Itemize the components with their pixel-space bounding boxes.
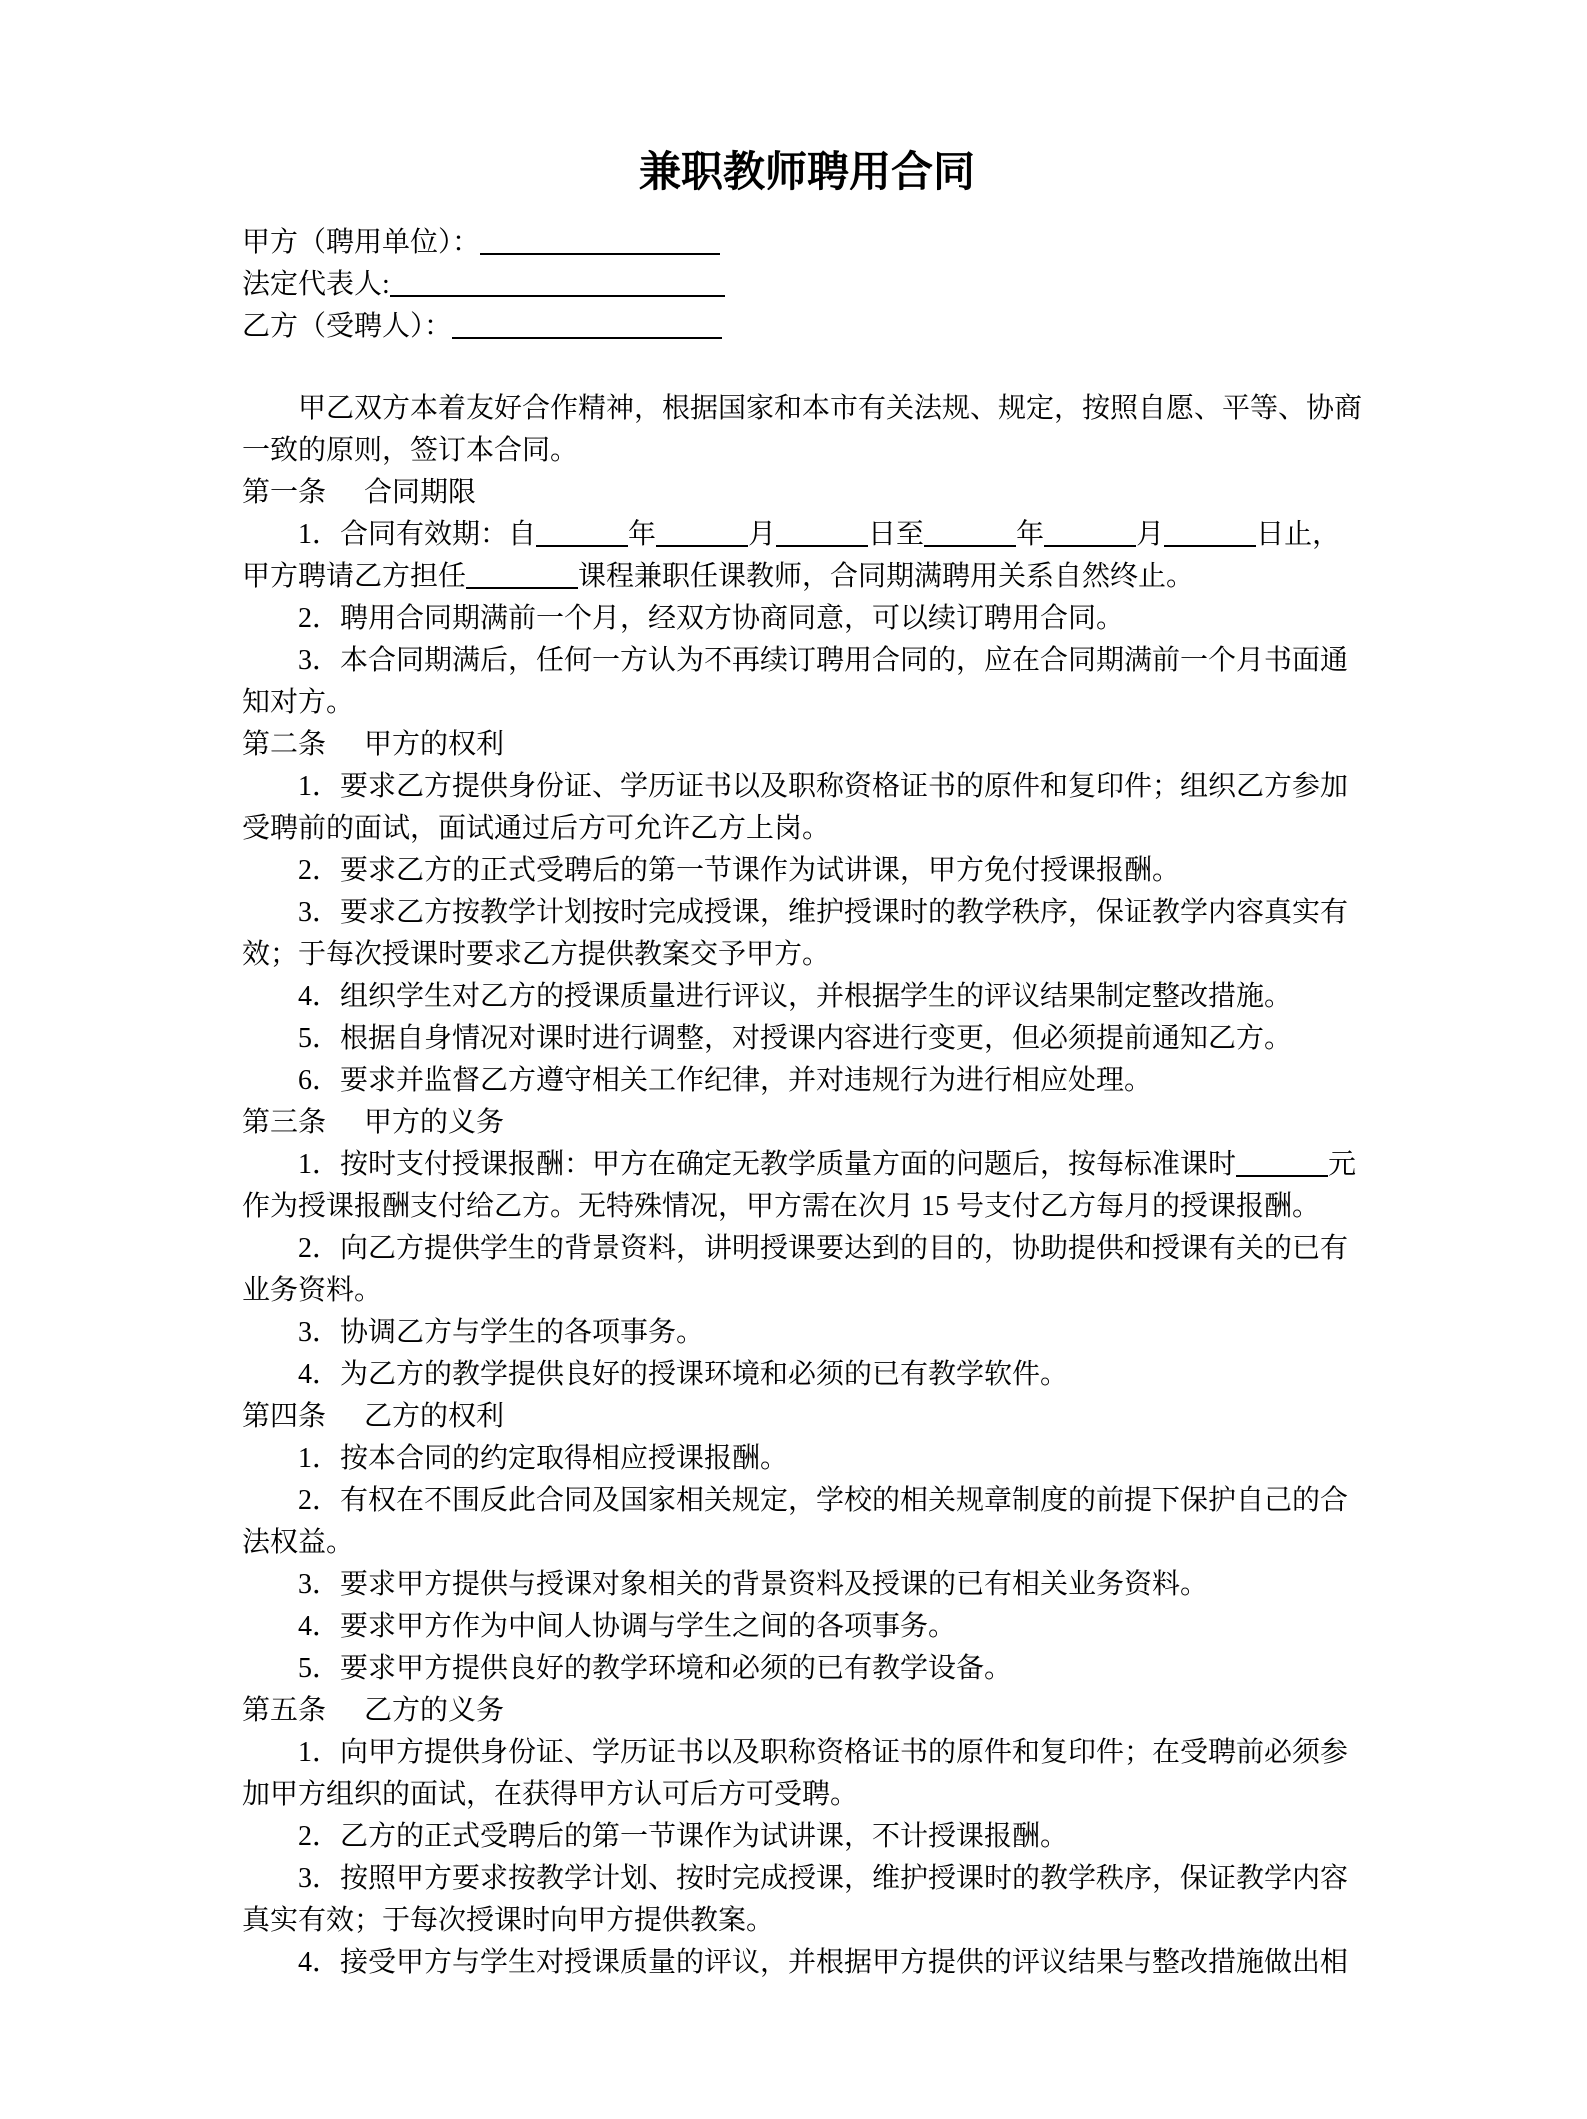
paragraph-text: 日止， [1256, 519, 1341, 550]
party-field-row [242, 222, 1372, 264]
paragraph-text: 第一条 [242, 477, 327, 508]
section-heading [242, 472, 1372, 514]
fill-in-blank-line [656, 545, 748, 547]
contract-paragraph [242, 976, 1372, 1018]
document-title: 兼职教师聘用合同 [638, 150, 975, 196]
paragraph-text: 知对方。 [242, 687, 355, 718]
paragraph-text: 5．根据自身情况对课时进行调整，对授课内容进行变更，但必须提前通知乙方。 [298, 1023, 1293, 1054]
paragraph-text: 1．要求乙方提供身份证、学历证书以及职称资格证书的原件和复印件；组织乙方参加 [298, 771, 1349, 802]
paragraph-text: 3．要求甲方提供与授课对象相关的背景资料及授课的已有相关业务资料。 [298, 1569, 1209, 1600]
paragraph-text: 2．乙方的正式受聘后的第一节课作为试讲课，不计授课报酬。 [298, 1821, 1069, 1852]
party-fields [242, 222, 1372, 348]
contract-paragraph [242, 640, 1372, 724]
fill-in-blank-line [466, 587, 578, 589]
blank-group [656, 519, 748, 550]
section-heading [242, 724, 1372, 766]
party-field-label: 甲方（聘用单位）： [242, 227, 481, 258]
paragraph-text: 6．要求并监督乙方遵守相关工作纪律，并对违规行为进行相应处理。 [298, 1065, 1153, 1096]
blank-group [924, 519, 1016, 550]
paragraph-text: 甲方的权利 [364, 729, 505, 760]
paragraph-text: 1．向甲方提供身份证、学历证书以及职称资格证书的原件和复印件；在受聘前必须参 [298, 1737, 1349, 1768]
paragraph-text: 法权益。 [242, 1527, 355, 1558]
paragraph-text: 月 [1136, 519, 1165, 550]
contract-paragraph [242, 1648, 1372, 1690]
paragraph-text: 受聘前的面试，面试通过后方可允许乙方上岗。 [242, 813, 831, 844]
contract-paragraph [242, 1732, 1372, 1816]
contract-paragraph [242, 850, 1372, 892]
paragraph-text: 第二条 [242, 729, 327, 760]
paragraph-text: 加甲方组织的面试，在获得甲方认可后方可受聘。 [242, 1779, 859, 1810]
paragraph-text: 2．要求乙方的正式受聘后的第一节课作为试讲课，甲方免付授课报酬。 [298, 855, 1181, 886]
contract-paragraph [242, 1606, 1372, 1648]
contract-paragraph [242, 1144, 1372, 1228]
paragraph-text: 3．要求乙方按教学计划按时完成授课，维护授课时的教学秩序，保证教学内容真实有 [298, 897, 1349, 928]
fill-in-blank-line [452, 337, 722, 339]
paragraph-text: 第五条 [242, 1695, 327, 1726]
section-heading [242, 1396, 1372, 1438]
contract-paragraph [242, 1312, 1372, 1354]
contract-paragraph [242, 1816, 1372, 1858]
paragraph-text: 真实有效；于每次授课时向甲方提供教案。 [242, 1905, 775, 1936]
blank-group [1236, 1149, 1356, 1180]
paragraph-text: 年 [1016, 519, 1045, 550]
paragraph-text: 2．有权在不围反此合同及国家相关规定，学校的相关规章制度的前提下保护自己的合 [298, 1485, 1349, 1516]
fill-in-blank-line [536, 545, 628, 547]
paragraph-text: 第三条 [242, 1107, 327, 1138]
paragraph-text: 2．聘用合同期满前一个月，经双方协商同意，可以续订聘用合同。 [298, 603, 1125, 634]
contract-paragraph [242, 514, 1372, 598]
contract-paragraph [242, 1228, 1372, 1312]
contract-paragraph [242, 388, 1372, 472]
paragraph-text: 甲方的义务 [364, 1107, 505, 1138]
contract-paragraph [242, 1060, 1372, 1102]
fill-in-blank-line [776, 545, 868, 547]
fill-in-blank-line [480, 253, 720, 255]
paragraph-text: 4．为乙方的教学提供良好的授课环境和必须的已有教学软件。 [298, 1359, 1069, 1390]
paragraph-text: 日至 [868, 519, 925, 550]
section-heading [242, 1102, 1372, 1144]
paragraph-text: 作为授课报酬支付给乙方。无特殊情况，甲方需在次月 15 号支付乙方每月的授课报酬。 [242, 1191, 1321, 1222]
paragraph-text: 2．向乙方提供学生的背景资料，讲明授课要达到的目的，协助提供和授课有关的已有 [298, 1233, 1349, 1264]
contract-paragraph [242, 1354, 1372, 1396]
contract-paragraph [242, 1018, 1372, 1060]
blank-group [536, 519, 628, 550]
contract-paragraph [242, 1858, 1372, 1942]
party-field-label: 法定代表人: [242, 269, 390, 300]
paragraph-text: 乙方的义务 [364, 1695, 505, 1726]
paragraph-text: 5．要求甲方提供良好的教学环境和必须的已有教学设备。 [298, 1653, 1013, 1684]
paragraph-text: 乙方的权利 [364, 1401, 505, 1432]
paragraph-text: 课程兼职任课教师，合同期满聘用关系自然终止。 [578, 561, 1195, 592]
paragraph-text: 甲方聘请乙方担任 [242, 561, 467, 592]
party-field-row [242, 306, 1372, 348]
contract-paragraph [242, 766, 1372, 850]
paragraph-text: 3．协调乙方与学生的各项事务。 [298, 1317, 705, 1348]
section-heading [242, 1690, 1372, 1732]
paragraph-text: 业务资料。 [242, 1275, 383, 1306]
paragraph-text: 元 [1328, 1149, 1357, 1180]
paragraph-text: 1．按时支付授课报酬：甲方在确定无教学质量方面的问题后，按每标准课时 [298, 1149, 1237, 1180]
fill-in-blank-line [1164, 545, 1256, 547]
blank-group [1044, 519, 1136, 550]
paragraph-text: 甲乙双方本着友好合作精神，根据国家和本市有关法规、规定，按照自愿、平等、协商 [298, 393, 1363, 424]
paragraph-text: 年 [628, 519, 657, 550]
paragraph-text: 3．按照甲方要求按教学计划、按时完成授课，维护授课时的教学秩序，保证教学内容 [298, 1863, 1349, 1894]
paragraph-text: 1．按本合同的约定取得相应授课报酬。 [298, 1443, 789, 1474]
contract-paragraph [242, 1564, 1372, 1606]
contract-paragraph [242, 892, 1372, 976]
fill-in-blank-line [1236, 1175, 1328, 1177]
paragraph-text: 一致的原则，签订本合同。 [242, 435, 579, 466]
contract-paragraph [242, 1480, 1372, 1564]
paragraph-text: 效；于每次授课时要求乙方提供教案交予甲方。 [242, 939, 831, 970]
party-field-row [242, 264, 1372, 306]
paragraph-text: 1．合同有效期：自 [298, 519, 537, 550]
party-field-label: 乙方（受聘人）： [242, 311, 453, 342]
contract-paragraph [242, 598, 1372, 640]
paragraph-text: 月 [748, 519, 777, 550]
fill-in-blank-line [1044, 545, 1136, 547]
paragraph-text: 4．组织学生对乙方的授课质量进行评议，并根据学生的评议结果制定整改措施。 [298, 981, 1293, 1012]
contract-paragraph [242, 1438, 1372, 1480]
blank-group [1164, 519, 1256, 550]
blank-group [466, 561, 578, 592]
paragraph-text: 第四条 [242, 1401, 327, 1432]
contract-body [242, 388, 1372, 1984]
paragraph-text: 合同期限 [364, 477, 477, 508]
paragraph-text: 4．接受甲方与学生对授课质量的评议，并根据甲方提供的评议结果与整改措施做出相 [298, 1947, 1349, 1978]
paragraph-text: 4．要求甲方作为中间人协调与学生之间的各项事务。 [298, 1611, 957, 1642]
contract-paragraph [242, 1942, 1372, 1984]
fill-in-blank-line [390, 295, 725, 297]
paragraph-text: 3．本合同期满后，任何一方认为不再续订聘用合同的，应在合同期满前一个月书面通 [298, 645, 1349, 676]
fill-in-blank-line [924, 545, 1016, 547]
blank-group [776, 519, 868, 550]
